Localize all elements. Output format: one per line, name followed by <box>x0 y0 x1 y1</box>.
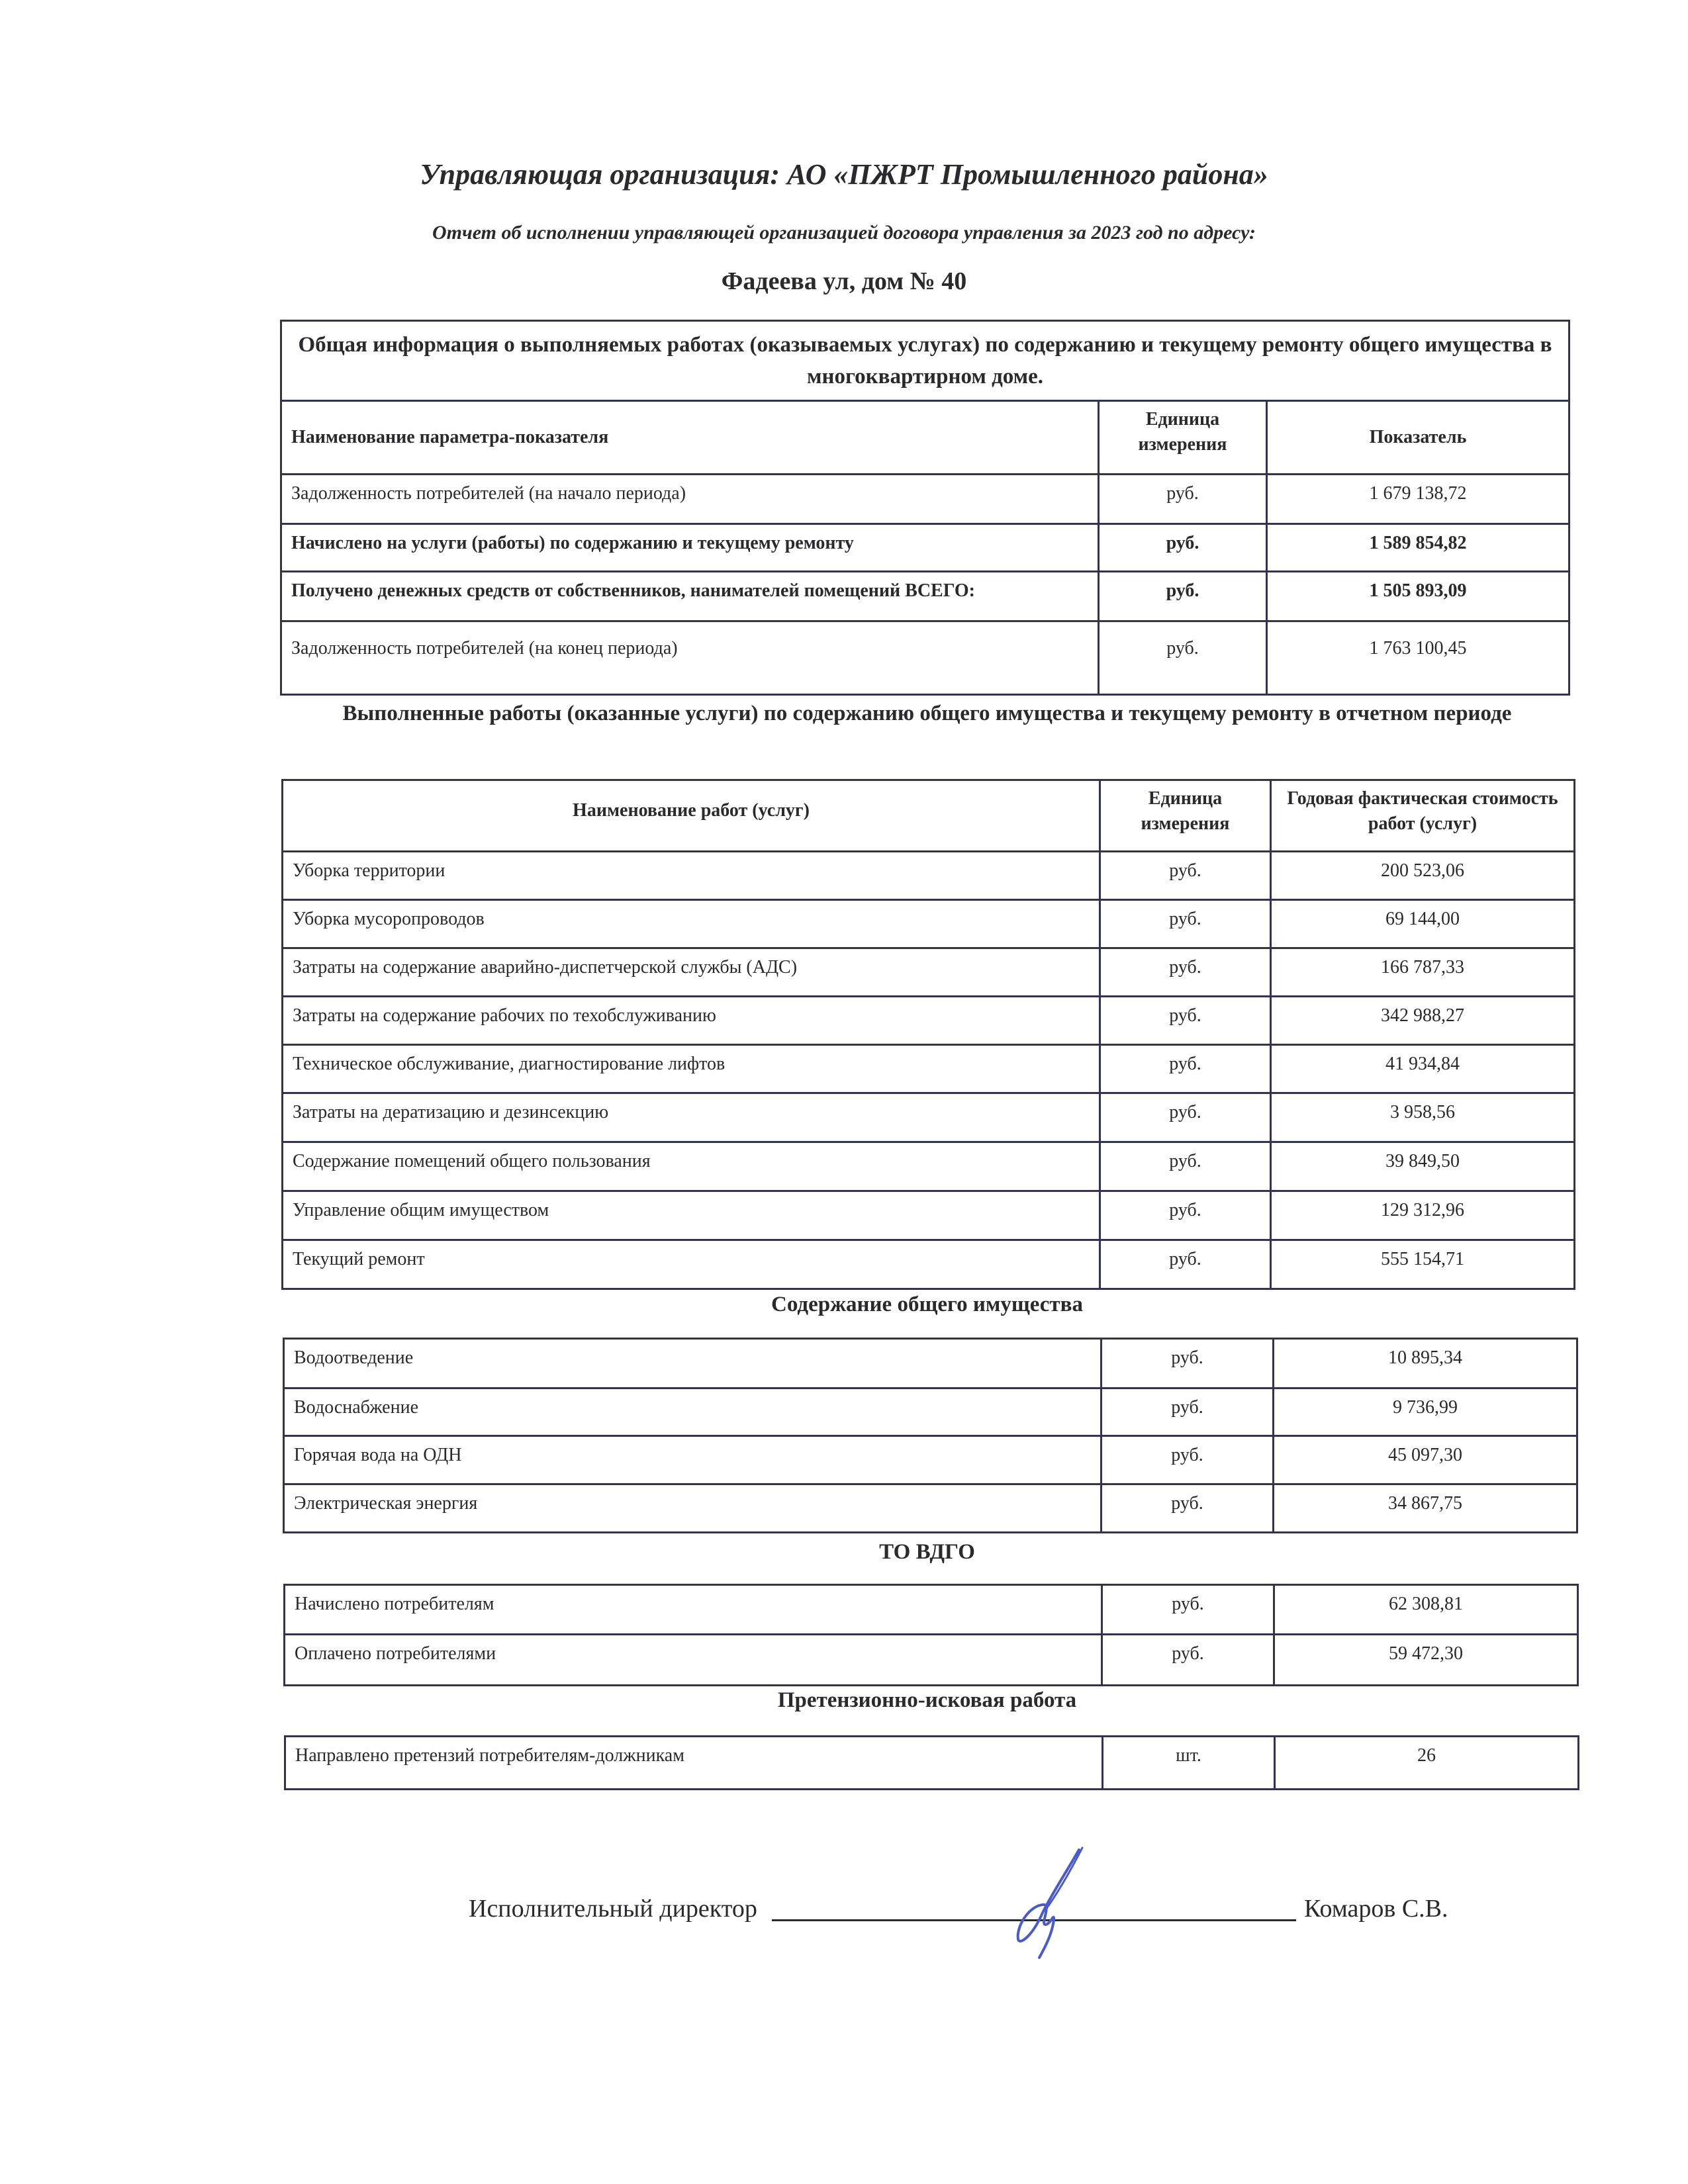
table-row <box>285 1737 1579 1790</box>
row-value: 129 312,96 <box>1271 1191 1575 1240</box>
table-row <box>284 1339 1577 1388</box>
handwritten-signature-icon <box>980 1846 1112 1959</box>
vdgo-heading: ТО ВДГО <box>879 1540 975 1564</box>
row-name: Водоотведение <box>284 1339 1102 1388</box>
claims-table <box>284 1735 1579 1790</box>
table-row <box>283 1045 1575 1093</box>
table-row <box>283 1142 1575 1191</box>
common-property-table <box>283 1338 1578 1533</box>
row-unit: руб. <box>1102 1635 1274 1686</box>
claims-heading: Претензионно-исковая работа <box>777 1688 1077 1712</box>
row-unit: руб. <box>1100 948 1271 997</box>
row-unit: руб. <box>1102 1585 1274 1635</box>
row-value: 200 523,06 <box>1271 852 1575 900</box>
row-name: Электрическая энергия <box>284 1484 1102 1533</box>
row-unit: руб. <box>1102 1484 1274 1533</box>
table-row <box>284 1484 1577 1533</box>
works-heading: Выполненные работы (оказанные услуги) по содержанию общего имущества и текущему ремонту в отчетном периоде <box>342 702 1512 725</box>
column-header-unit: Единица измерения <box>1099 401 1267 475</box>
general-info-table <box>280 320 1570 696</box>
row-value: 59 472,30 <box>1274 1635 1578 1686</box>
table-row <box>283 900 1575 948</box>
table-row <box>281 475 1570 524</box>
row-unit: руб. <box>1100 1142 1271 1191</box>
column-header-unit: Единица измерения <box>1100 780 1271 852</box>
row-name: Задолженность потребителей (на конец периода) <box>281 621 1099 695</box>
column-header-value: Показатель <box>1267 401 1570 475</box>
row-value: 1 763 100,45 <box>1267 621 1570 695</box>
column-header-parameter: Наименование параметра-показателя <box>281 401 1099 475</box>
row-name: Уборка территории <box>283 852 1100 900</box>
report-subtitle: Отчет об исполнении управляющей организацией договора управления за 2023 год по адресу: <box>432 222 1256 244</box>
row-name: Техническое обслуживание, диагностирование лифтов <box>283 1045 1100 1093</box>
row-value: 555 154,71 <box>1271 1240 1575 1289</box>
row-value: 39 849,50 <box>1271 1142 1575 1191</box>
table-row <box>283 948 1575 997</box>
address: Фадеева ул, дом № 40 <box>721 267 967 295</box>
row-name: Оплачено потребителями <box>285 1635 1102 1686</box>
table-row <box>283 1093 1575 1142</box>
row-name: Начислено потребителям <box>285 1585 1102 1635</box>
row-value: 342 988,27 <box>1271 997 1575 1045</box>
row-value: 3 958,56 <box>1271 1093 1575 1142</box>
table-row <box>284 1388 1577 1436</box>
row-value: 62 308,81 <box>1274 1585 1578 1635</box>
row-name: Водоснабжение <box>284 1388 1102 1436</box>
table-row <box>285 1635 1578 1686</box>
table-row <box>281 621 1570 695</box>
row-value: 34 867,75 <box>1274 1484 1577 1533</box>
row-value: 26 <box>1275 1737 1579 1790</box>
table-row <box>283 1191 1575 1240</box>
signatory-position: Исполнительный директор <box>469 1895 757 1923</box>
table-header-row <box>281 401 1570 475</box>
row-value: 45 097,30 <box>1274 1436 1577 1484</box>
row-name: Текущий ремонт <box>283 1240 1100 1289</box>
row-value: 166 787,33 <box>1271 948 1575 997</box>
row-name: Затраты на дератизацию и дезинсекцию <box>283 1093 1100 1142</box>
row-unit: руб. <box>1100 852 1271 900</box>
signatory-name: Комаров С.В. <box>1304 1895 1448 1923</box>
row-name: Начислено на услуги (работы) по содержанию и текущему ремонту <box>281 524 1099 572</box>
table-header-row <box>283 780 1575 852</box>
row-value: 10 895,34 <box>1274 1339 1577 1388</box>
row-unit: руб. <box>1099 524 1267 572</box>
row-unit: руб. <box>1102 1388 1274 1436</box>
works-table <box>281 779 1575 1290</box>
row-name: Горячая вода на ОДН <box>284 1436 1102 1484</box>
row-name: Затраты на содержание аварийно-диспетчерской службы (АДС) <box>283 948 1100 997</box>
row-unit: руб. <box>1099 475 1267 524</box>
row-name: Получено денежных средств от собственников, нанимателей помещений ВСЕГО: <box>281 572 1099 621</box>
row-value: 1 589 854,82 <box>1267 524 1570 572</box>
row-name: Уборка мусоропроводов <box>283 900 1100 948</box>
row-unit: руб. <box>1099 572 1267 621</box>
row-unit: руб. <box>1099 621 1267 695</box>
row-unit: шт. <box>1103 1737 1275 1790</box>
common-property-heading: Содержание общего имущества <box>771 1293 1083 1316</box>
row-unit: руб. <box>1100 1093 1271 1142</box>
row-unit: руб. <box>1100 1045 1271 1093</box>
row-value: 9 736,99 <box>1274 1388 1577 1436</box>
row-name: Затраты на содержание рабочих по техобслуживанию <box>283 997 1100 1045</box>
row-name: Задолженность потребителей (на начало периода) <box>281 475 1099 524</box>
row-unit: руб. <box>1102 1339 1274 1388</box>
row-value: 1 505 893,09 <box>1267 572 1570 621</box>
row-value: 1 679 138,72 <box>1267 475 1570 524</box>
table-row <box>283 852 1575 900</box>
row-unit: руб. <box>1100 1191 1271 1240</box>
row-unit: руб. <box>1100 997 1271 1045</box>
row-name: Содержание помещений общего пользования <box>283 1142 1100 1191</box>
table-row <box>283 1240 1575 1289</box>
row-value: 41 934,84 <box>1271 1045 1575 1093</box>
row-name: Управление общим имуществом <box>283 1191 1100 1240</box>
general-info-title: Общая информация о выполняемых работах (оказываемых услугах) по содержанию и текущему ремонту общего имущества в многоквартирном доме. <box>281 321 1570 401</box>
row-unit: руб. <box>1102 1436 1274 1484</box>
table-row <box>283 997 1575 1045</box>
table-row <box>281 524 1570 572</box>
row-unit: руб. <box>1100 900 1271 948</box>
table-row <box>285 1585 1578 1635</box>
organization-title: Управляющая организация: АО «ПЖРТ Промышленного района» <box>420 158 1268 191</box>
table-row <box>281 572 1570 621</box>
column-header-work: Наименование работ (услуг) <box>283 780 1100 852</box>
column-header-cost: Годовая фактическая стоимость работ (услуг) <box>1271 780 1575 852</box>
vdgo-table <box>283 1584 1579 1686</box>
row-unit: руб. <box>1100 1240 1271 1289</box>
row-name: Направлено претензий потребителям-должникам <box>285 1737 1103 1790</box>
table-row <box>284 1436 1577 1484</box>
row-value: 69 144,00 <box>1271 900 1575 948</box>
